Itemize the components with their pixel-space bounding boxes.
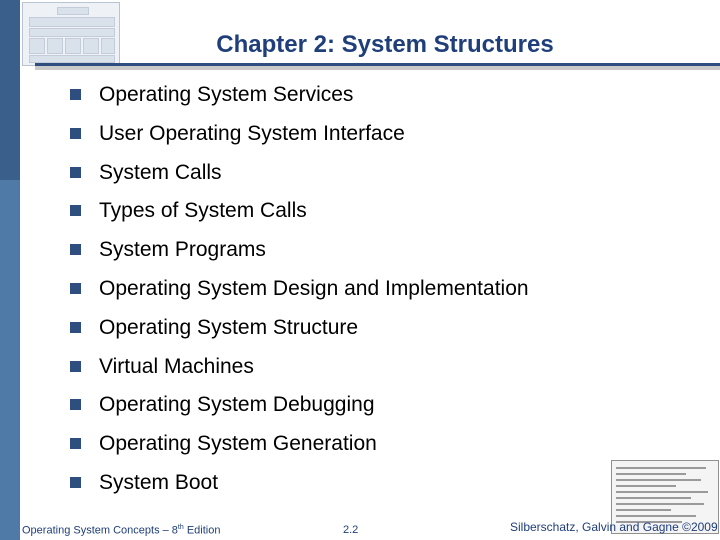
bullet-text: Operating System Structure: [99, 315, 359, 339]
footer-copyright: Silberschatz, Galvin and Gagne ©2009: [510, 520, 718, 534]
bullet-square-icon: [70, 283, 81, 294]
header-rule: [35, 63, 720, 66]
header-rule-shadow: [35, 66, 720, 70]
bullet-item: [70, 429, 529, 468]
bullet-square-icon: [70, 205, 81, 216]
bullet-square-icon: [70, 167, 81, 178]
bullet-text: System Calls: [99, 160, 222, 184]
os-structure-diagram-thumbnail: [22, 2, 120, 66]
bullet-text: Types of System Calls: [99, 199, 307, 223]
bullet-item: [70, 119, 529, 158]
bullet-square-icon: [70, 244, 81, 255]
bullet-text: Virtual Machines: [99, 354, 254, 378]
bullet-text: User Operating System Interface: [99, 121, 405, 145]
bullet-square-icon: [70, 322, 81, 333]
bullet-item: [70, 390, 529, 429]
bullet-item: [70, 313, 529, 352]
bullet-text: System Programs: [99, 238, 266, 262]
bullet-list: [70, 80, 529, 507]
bullet-text: Operating System Generation: [99, 432, 377, 456]
bullet-text: Operating System Debugging: [99, 393, 375, 417]
footer-page-number: 2.2: [343, 524, 359, 536]
bullet-item: [70, 80, 529, 119]
bullet-text: System Boot: [99, 470, 219, 494]
bullet-text: Operating System Design and Implementation: [99, 276, 529, 300]
footer-book-title: Operating System Concepts – 8th Edition: [22, 524, 221, 537]
bullet-square-icon: [70, 477, 81, 488]
sidebar-accent-dark: [0, 0, 20, 180]
bullet-square-icon: [70, 399, 81, 410]
bullet-square-icon: [70, 361, 81, 372]
slide-title: Chapter 2: System Structures: [216, 31, 554, 58]
bullet-item: [70, 468, 529, 507]
bullet-text: Operating System Services: [99, 83, 354, 106]
bullet-item: [70, 274, 529, 313]
sidebar-accent-light: [0, 180, 20, 540]
bullet-item: [70, 235, 529, 274]
bullet-square-icon: [70, 128, 81, 139]
bullet-square-icon: [70, 89, 81, 100]
bullet-item: [70, 196, 529, 235]
bullet-item: [70, 158, 529, 197]
bullet-item: [70, 352, 529, 391]
bullet-square-icon: [70, 438, 81, 449]
